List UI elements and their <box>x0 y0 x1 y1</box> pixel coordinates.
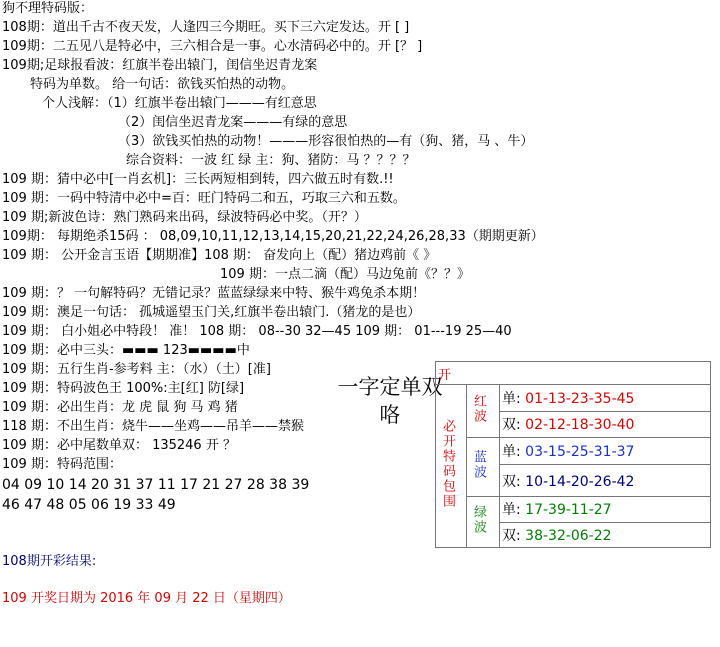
line-title: 狗不理特码版： <box>2 1 94 16</box>
number-box <box>435 361 711 548</box>
box-open-label: 开 <box>436 362 711 385</box>
line-riddle: 109 期：猜中必中[一肖玄机]：三长两短相到转，四六做五时有数.!! <box>2 172 394 187</box>
box-row: 双: 02-12-18-30-40 <box>500 411 711 438</box>
line-golden-words: 109 期： 公开金言玉语【期期准】108 期： 奋发向上（配）猪边鸡前《 》 <box>2 248 437 263</box>
line-five-elements: 109 期：五行生肖-参考料 主：（水）（土）[准] <box>2 362 271 377</box>
line-golden-words-2: 109 期：一点二滴（配）马边兔前《？？》 <box>220 267 470 282</box>
line-three-heads: 109 期：必中三头：▬▬▬ 123▬▬▬▬中 <box>2 343 250 358</box>
box-row: 单: 17-39-11-27 <box>500 497 711 523</box>
big-title: 一字定单双咯 <box>337 375 443 427</box>
result-line: 108期开彩结果: <box>2 554 97 569</box>
line-interp-3: （3）欲钱买怕热的动物！———形容很怕热的—有（狗、猪，马 、牛） <box>118 134 534 149</box>
line-wave-poem: 109 期;新波色诗：熟门熟码来出码，绿波特码必中奖。（开？） <box>2 210 367 225</box>
line-range-label: 109 期：特码范围： <box>2 457 122 472</box>
line-football: 109期;足球报看波：红旗半卷出辕门，闺信坐迟青龙案 <box>2 58 318 73</box>
line-no-zodiac: 118 期：不出生肖：烧牛——坐鸡——吊羊——禁猴 <box>2 419 304 434</box>
line-interp-2: （2）闺信坐迟青龙案———有绿的意思 <box>118 115 348 130</box>
box-red-label: 红波 <box>471 394 486 424</box>
line-must-zodiac: 109 期：必出生肖：龙 虎 鼠 狗 马 鸡 猪 <box>2 400 238 415</box>
box-row: 双: 10-14-20-26-42 <box>500 465 711 497</box>
box-row: 双: 38-32-06-22 <box>500 522 711 548</box>
line-one-sentence: 109 期：？ 一句解特码？无错记录？蓝蓝绿绿来中特、猴牛鸡兔杀本期！ <box>2 286 426 301</box>
box-blue-label: 蓝波 <box>471 450 486 480</box>
line-segment: 109 期： 白小姐必中特段！ 准！ 108 期： 08--30 32—45 109 期： 01---19 25—40 <box>2 324 512 339</box>
box-row: 单: 01-13-23-35-45 <box>500 385 711 412</box>
line-single-hint: 特码为单数。 给一句话：欲钱买怕热的动物。 <box>30 77 295 92</box>
line-kill-15: 109期： 每期绝杀15码 ： 08,09,10,11,12,13,14,15,20,21,22,24,26,28,33（期期更新） <box>2 229 544 244</box>
date-line: 109 开奖日期为 2016 年 09 月 22 日（星期四） <box>2 591 291 606</box>
line-one-code: 109 期：一码中特清中必中=百：旺门特码二和五，巧取三六和五数。 <box>2 191 406 206</box>
line-interp-1: 个人浅解：（1）红旗半卷出辕门———有红意思 <box>42 96 317 111</box>
box-side-label: 必开特码包围 <box>440 419 455 509</box>
line-range-nums-2: 46 47 48 05 06 19 33 49 <box>2 497 176 513</box>
line-range-nums-1: 04 09 10 14 20 31 37 11 17 21 27 28 38 39 <box>2 477 310 493</box>
line-108-poem: 108期：道出千古不夜天发，人逢四三今期旺。买下三六定发达。开 [ ] <box>2 20 410 35</box>
line-tail-numbers: 109 期：必中尾数单双： 135246 开 ？ <box>2 438 236 453</box>
box-green-label: 绿波 <box>471 505 486 535</box>
box-row: 单: 03-15-25-31-37 <box>500 438 711 465</box>
line-109-poem: 109期：二五见八是特必中，三六相合是一事。心水清码必中的。开 [？ ] <box>2 39 423 54</box>
line-summary: 综合资料：一波 红 绿 主：狗、猪防：马 ？？？？ <box>126 153 416 168</box>
line-wave-king: 109 期：特码波色王 100%:主[红] 防[绿] <box>2 381 245 396</box>
line-macau: 109 期：澳足一句话： 孤城遥望玉门关,红旗半卷出辕门.（猪龙的是也） <box>2 305 421 320</box>
